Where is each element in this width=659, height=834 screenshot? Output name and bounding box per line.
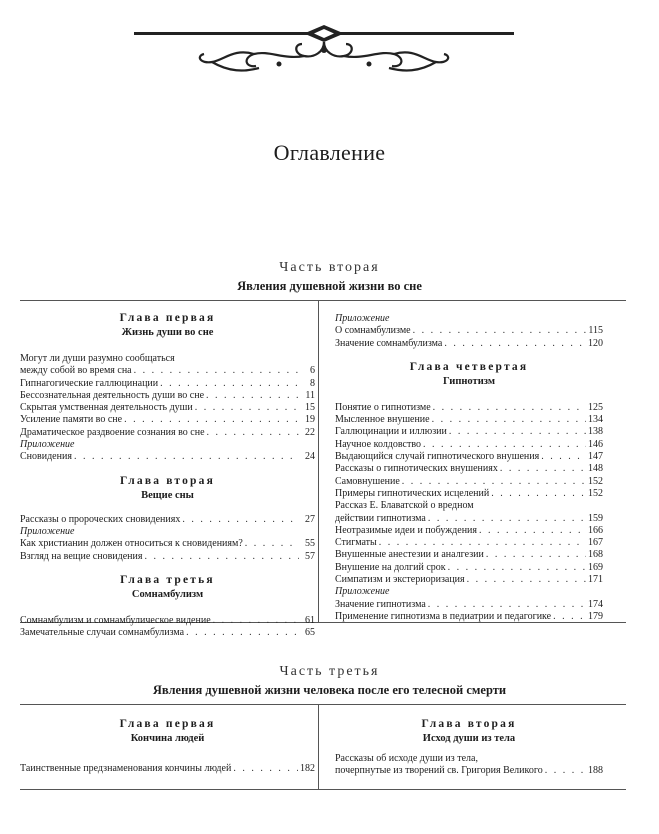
appendix-label: Приложение: [335, 313, 390, 324]
part3-label: Часть третья: [279, 664, 380, 679]
toc-entry: Стигматы . . . 167: [335, 537, 603, 549]
chapter-heading: Глава вторая: [421, 718, 517, 730]
toc-entry: Значение сомнамбулизма . . . 120: [335, 338, 603, 350]
toc-entry: Внушение на долгий срок . . . 169: [335, 562, 603, 574]
toc-entry: Галлюцинации и иллюзии . . . 138: [335, 426, 603, 438]
toc-entry: Замечательные случаи сомнамбулизма . . . 65: [20, 627, 315, 639]
toc-entry: Могут ли души разумно сообщаться: [20, 353, 175, 364]
toc-entry: Взгляд на вещие сновидения . . . 57: [20, 551, 315, 563]
toc-entry: Драматическое раздвоение сознания во сне . . . 22: [20, 427, 315, 439]
toc-entry: Понятие о гипнотизме . . . 125: [335, 402, 603, 414]
toc-entry: действии гипнотизма . . . 159: [335, 513, 603, 525]
toc-entry: между собой во время сна . . . 6: [20, 365, 315, 377]
toc-entry: Скрытая умственная деятельность души . . . 15: [20, 402, 315, 414]
appendix-label: Приложение: [20, 525, 75, 537]
part2-top-rule: [20, 300, 626, 301]
toc-entry: Неотразимые идеи и побуждения . . . 166: [335, 525, 603, 537]
part3-right-column: [335, 717, 603, 778]
chapter-heading: Глава третья: [120, 573, 215, 586]
toc-entry: Симпатизм и экстериоризация . . . 171: [335, 574, 603, 586]
toc-entry: Усиление памяти во сне . . . 19: [20, 414, 315, 426]
appendix-label: Приложение: [335, 586, 390, 598]
chapter-heading: Глава четвертая: [409, 360, 529, 373]
toc-entry: Сомнамбулизм и сомнамбулическое видение . . . 61: [20, 615, 315, 627]
toc-entry: Научное колдовство . . . 146: [335, 439, 603, 451]
toc-entry: Рассказы об исходе души из тела,: [335, 753, 478, 764]
part3-bottom-rule: [20, 789, 626, 790]
part2-label: Часть вторая: [279, 260, 380, 275]
toc-entry: Примеры гипнотических исцелений . . . 152: [335, 488, 603, 500]
page-title: Оглавление: [273, 140, 386, 165]
chapter-subtitle: Сомнамбулизм: [131, 588, 204, 600]
ornament-header: [134, 20, 514, 80]
toc-entry: Значение гипнотизма . . . 174: [335, 599, 603, 611]
chapter-subtitle: Гипнотизм: [443, 375, 495, 387]
appendix-label: Приложение: [20, 439, 75, 451]
toc-entry: почерпнутые из творений св. Григория Великого . . . 188: [335, 765, 603, 777]
part2-left-column: [20, 311, 315, 639]
part2-name: Явления душевной жизни во сне: [237, 279, 422, 293]
chapter-heading: Глава вторая: [120, 474, 215, 487]
toc-entry: Гипнагогические галлюцинации . . . 8: [20, 378, 315, 390]
part2-right-column: [335, 313, 603, 623]
toc-entry: Рассказы о гипнотических внушениях . . . 148: [335, 463, 603, 475]
toc-entry: Внушенные анестезии и аналгезии . . . 168: [335, 549, 603, 561]
part2-column-divider: [318, 300, 319, 622]
toc-entry: Самовнушение . . . 152: [335, 476, 603, 488]
toc-entry: Таинственные предзнаменования кончины людей . . . 182: [20, 763, 315, 775]
chapter-subtitle: Кончина людей: [130, 733, 205, 744]
toc-entry: О сомнамбулизме . . . 115: [335, 325, 603, 337]
part3-top-rule: [20, 704, 626, 705]
toc-entry: Рассказ Е. Блаватской о вредном: [335, 500, 474, 512]
toc-entry: Выдающийся случай гипнотического внушения . . . 147: [335, 451, 603, 463]
toc-entry: Рассказы о пророческих сновидениях . . . 27: [20, 514, 315, 526]
chapter-subtitle: Вещие сны: [141, 489, 194, 501]
toc-entry: Мысленное внушение . . . 134: [335, 414, 603, 426]
chapter-subtitle: Исход души из тела: [422, 733, 516, 744]
part3-column-divider: [318, 704, 319, 789]
toc-entry: Сновидения . . . 24: [20, 451, 315, 463]
part3-name: Явления душевной жизни человека после его телесной смерти: [152, 683, 507, 697]
part3-left-column: [20, 717, 315, 775]
toc-entry: Как христианин должен относиться к сновидениям? . . . 55: [20, 538, 315, 550]
toc-entry: Применение гипнотизма в педиатрии и педагогике . . . 179: [335, 611, 603, 623]
chapter-subtitle: Жизнь души во сне: [121, 327, 214, 338]
chapter-heading: Глава первая: [119, 312, 216, 324]
toc-entry: Бессознательная деятельность души во сне . . . 11: [20, 390, 315, 402]
chapter-heading: Глава первая: [119, 718, 216, 730]
